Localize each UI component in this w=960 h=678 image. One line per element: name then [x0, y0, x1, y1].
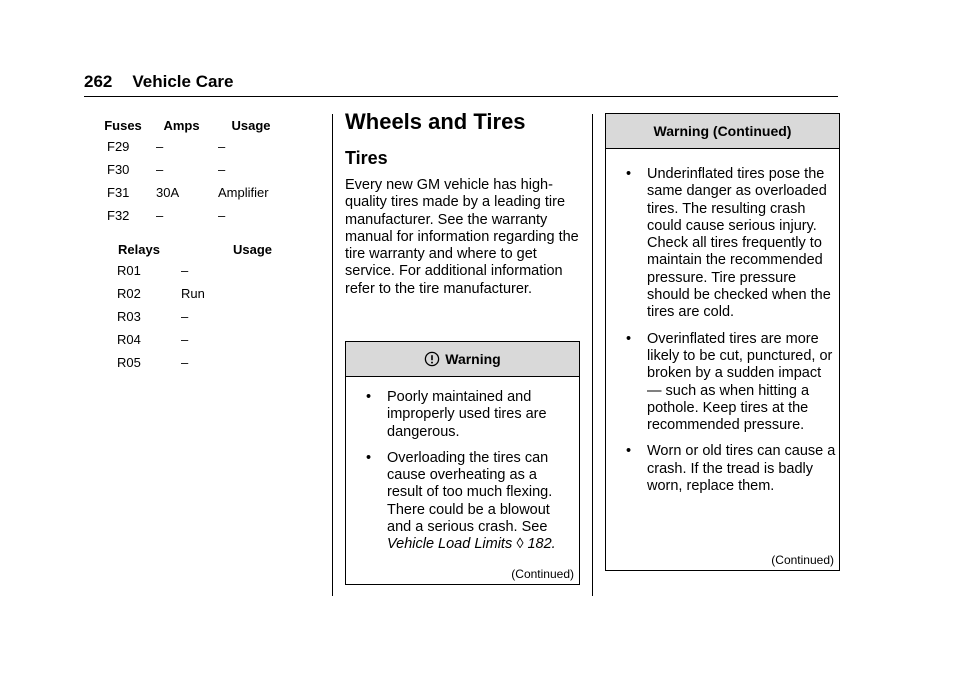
list-item-text: Overinflated tires are more likely to be cut, punctured, or broken by a sudden impact — such as when hitting a pothole. Keep tires at the recommended pressure.: [647, 330, 833, 434]
warning-list: [606, 149, 837, 495]
relay-usage: –: [181, 309, 189, 324]
table-row: [98, 181, 287, 204]
table-row: [104, 328, 274, 351]
fuse-usage: –: [218, 162, 226, 177]
warning-box-continued: [605, 113, 840, 571]
section-heading: Wheels and Tires: [345, 109, 526, 134]
column-header: Usage: [232, 241, 272, 257]
fuse-id: F32: [107, 208, 130, 223]
relay-id: R01: [117, 263, 141, 278]
bullet: •: [366, 449, 372, 466]
column-header: Relays: [118, 241, 160, 257]
warning-title: Warning (Continued): [653, 123, 792, 139]
page-header: [84, 72, 234, 92]
list-item-text: Underinflated tires pose the same danger as overloaded tires. The resulting crash could cause serious injury. Check all tires frequently to maintain the recommended pressure. Tire pressure should be checked when the tires are cold.: [647, 166, 831, 321]
table-row: [104, 282, 274, 305]
bullet: •: [626, 443, 632, 460]
fuse-amps: –: [156, 139, 164, 154]
fuse-usage: –: [218, 208, 226, 223]
column-header: Amps: [163, 117, 200, 133]
list-item-text: Overloading the tires can cause overheating as a result of too much flexing. There could be a blowout and a serious crash. See: [387, 449, 553, 536]
relay-id: R04: [117, 332, 141, 347]
relay-id: R05: [117, 355, 141, 370]
list-item: [366, 449, 557, 554]
cross-reference-link[interactable]: Vehicle Load Limits: [387, 536, 513, 553]
page-reference-icon: ◊: [516, 536, 524, 553]
warning-header: [346, 342, 579, 377]
relay-usage: –: [181, 355, 189, 370]
relay-usage: Run: [181, 286, 205, 301]
column-header: Fuses: [104, 117, 142, 133]
warning-header: [606, 114, 839, 149]
fuse-amps: 30A: [156, 185, 180, 200]
fuse-amps: –: [156, 162, 164, 177]
header-rule: [84, 96, 838, 97]
table-row: [104, 259, 274, 282]
column-divider-left: [332, 114, 333, 596]
relay-usage: –: [181, 332, 189, 347]
warning-title: Warning: [445, 351, 501, 367]
bullet: •: [366, 389, 372, 405]
relay-id: R03: [117, 309, 141, 324]
list-item: [366, 389, 557, 441]
fuse-id: F31: [107, 185, 130, 200]
relays-table: [104, 239, 274, 374]
bullet: •: [626, 330, 632, 347]
fuse-id: F30: [107, 162, 130, 177]
continued-note: (Continued): [771, 553, 834, 567]
fuse-usage: –: [218, 139, 226, 154]
cross-reference-page[interactable]: 182.: [527, 536, 556, 553]
subsection-heading: Tires: [345, 148, 388, 168]
continued-note: (Continued): [511, 567, 574, 581]
column-header: Usage: [231, 117, 271, 133]
list-item-text: Worn or old tires can cause a crash. If the tread is badly worn, replace them.: [647, 443, 836, 495]
list-item: [626, 443, 837, 495]
warning-icon: [424, 351, 440, 367]
fuses-table: [98, 115, 287, 227]
table-row: [104, 305, 274, 328]
fuses-table-header: [98, 115, 287, 135]
list-item-text: Poorly maintained and improperly used tires are dangerous.: [387, 389, 547, 440]
table-row: [98, 158, 287, 181]
bullet: •: [626, 166, 632, 182]
warning-list: [346, 377, 557, 554]
warning-box: [345, 341, 580, 585]
relay-usage: –: [181, 263, 189, 278]
page-number: 262: [84, 72, 113, 91]
section-title: Vehicle Care: [132, 72, 234, 91]
list-item: [626, 330, 837, 435]
table-row: [98, 135, 287, 158]
fuse-usage: Amplifier: [218, 185, 269, 200]
fuse-id: F29: [107, 139, 130, 154]
relays-table-header: [104, 239, 274, 259]
body-paragraph: Every new GM vehicle has high-quality tires made by a leading tire manufacturer. See the warranty manual for information regarding the tire warranty and where to get service. For additional information refer to the tire manufacturer.: [345, 177, 579, 297]
column-divider-right: [592, 114, 593, 596]
list-item: [626, 166, 837, 322]
fuse-amps: –: [156, 208, 164, 223]
relay-id: R02: [117, 286, 141, 301]
table-row: [98, 204, 287, 227]
table-row: [104, 351, 274, 374]
